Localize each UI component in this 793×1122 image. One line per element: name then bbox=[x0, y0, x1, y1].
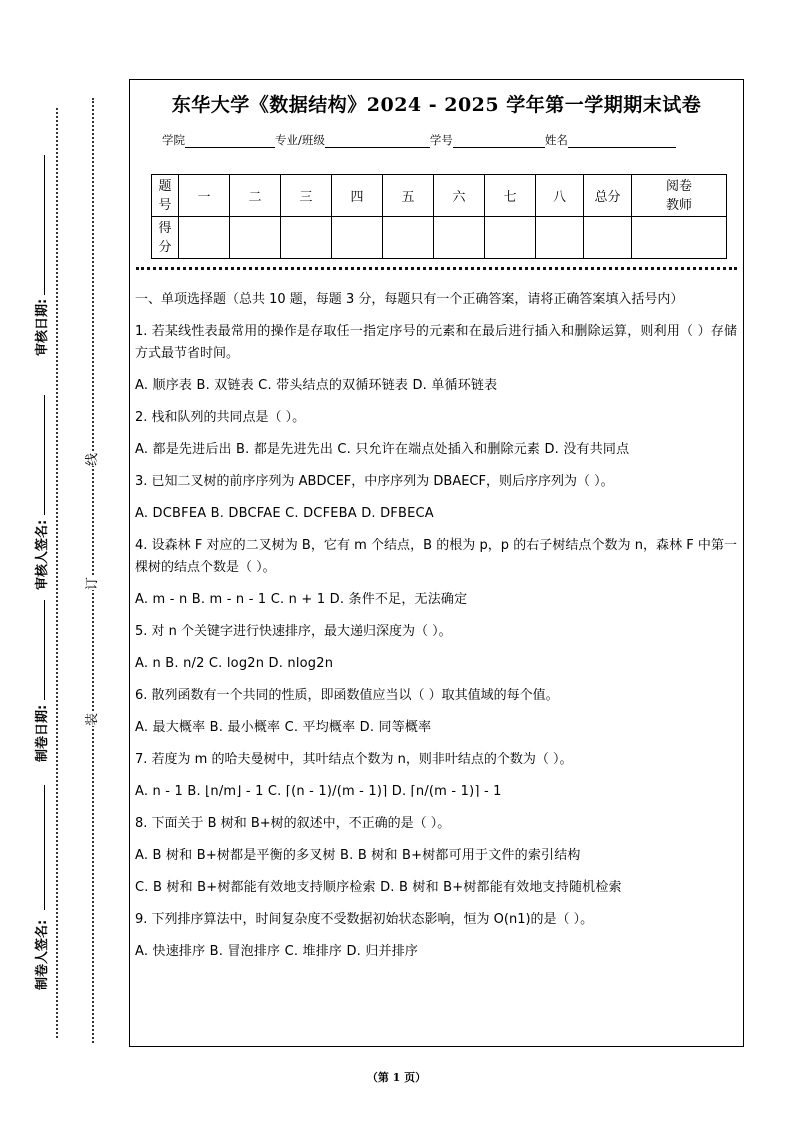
question-8-stem: 8. 下面关于 B 树和 B+树的叙述中，不正确的是（ ）。 bbox=[135, 816, 451, 831]
college-field[interactable] bbox=[185, 135, 275, 148]
question-8-options-cd: C. B 树和 B+树都能有效地支持顺序检索 D. B 树和 B+树都能有效地支持随机检索 bbox=[135, 880, 622, 895]
student-id-label: 学号 bbox=[429, 133, 453, 147]
col-5: 五 bbox=[383, 175, 434, 217]
score-cell-1[interactable] bbox=[179, 217, 230, 259]
make-date-label: 制卷日期: bbox=[35, 704, 50, 762]
question-1-stem: 1. 若某线性表最常用的操作是存取任一指定序号的元素和在最后进行插入和删除运算，则利用（ ）存储方式最节省时间。 bbox=[135, 324, 737, 361]
dotted-separator bbox=[136, 267, 737, 270]
college-label: 学院 bbox=[162, 133, 185, 147]
exam-title: 东华大学《数据结构》2024 - 2025 学年第一学期期末试卷 bbox=[171, 94, 702, 116]
row-label-score: 得 分 bbox=[152, 217, 179, 259]
outer-dotted-line bbox=[56, 108, 58, 1038]
score-cell-grader[interactable] bbox=[632, 217, 727, 259]
score-cell-7[interactable] bbox=[485, 217, 536, 259]
question-5-options: A. n B. n/2 C. log2n D. nlog2n bbox=[135, 656, 334, 671]
question-6-options: A. 最大概率 B. 最小概率 C. 平均概率 D. 同等概率 bbox=[135, 720, 432, 735]
page-number: （第 1 页） bbox=[366, 1071, 427, 1084]
question-3-options: A. DCBFEA B. DBCFAE C. DCFEBA D. DFBECA bbox=[135, 506, 434, 521]
col-3: 三 bbox=[281, 175, 332, 217]
question-4-options: A. m - n B. m - n - 1 C. n + 1 D. 条件不足，无法确定 bbox=[135, 592, 468, 607]
name-label: 姓名 bbox=[544, 133, 568, 147]
col-grader: 阅卷 教师 bbox=[632, 175, 727, 217]
score-table bbox=[151, 174, 727, 259]
cut-mark-order: 订 bbox=[79, 577, 102, 590]
score-table-score-row bbox=[152, 217, 727, 259]
question-9-stem: 9. 下列排序算法中，时间复杂度不受数据初始状态影响，恒为 O(n1)的是（ ）。 bbox=[135, 912, 594, 927]
reviewer-sign-line bbox=[44, 395, 45, 515]
score-cell-2[interactable] bbox=[230, 217, 281, 259]
cut-dotted-line bbox=[92, 98, 94, 1043]
review-date-line bbox=[44, 155, 45, 295]
major-label: 专业/班级 bbox=[275, 133, 325, 147]
score-cell-total[interactable] bbox=[584, 217, 632, 259]
reviewer-sign-label: 审核人签名: bbox=[35, 519, 50, 590]
score-cell-5[interactable] bbox=[383, 217, 434, 259]
name-field[interactable] bbox=[568, 135, 676, 148]
cut-mark-install: 装 bbox=[79, 713, 102, 726]
major-field[interactable] bbox=[325, 135, 430, 148]
col-8: 八 bbox=[536, 175, 584, 217]
maker-sign-line bbox=[44, 785, 45, 910]
question-2-options: A. 都是先进后出 B. 都是先进先出 C. 只允许在端点处插入和删除元素 D. 没有共同点 bbox=[135, 442, 630, 457]
review-date-label: 审核日期: bbox=[35, 298, 50, 356]
make-date-line bbox=[44, 600, 45, 700]
row-label-question: 题 号 bbox=[152, 175, 179, 217]
col-1: 一 bbox=[179, 175, 230, 217]
col-6: 六 bbox=[434, 175, 485, 217]
score-cell-6[interactable] bbox=[434, 217, 485, 259]
question-8-options-ab: A. B 树和 B+树都是平衡的多叉树 B. B 树和 B+树都可用于文件的索引结构 bbox=[135, 848, 581, 863]
question-2-stem: 2. 栈和队列的共同点是（ ）。 bbox=[135, 410, 306, 425]
question-1-options: A. 顺序表 B. 双链表 C. 带头结点的双循环链表 D. 单循环链表 bbox=[135, 378, 498, 393]
question-4-stem: 4. 设森林 F 对应的二叉树为 B，它有 m 个结点，B 的根为 p，p 的右子树结点个数为 n，森林 F 中第一棵树的结点个数是（ ）。 bbox=[135, 538, 737, 575]
question-7-options: A. n - 1 B. ⌊n/m⌋ - 1 C. ⌈(n - 1)/(m - 1)⌉ D. ⌈n/(m - 1)⌉ - 1 bbox=[135, 784, 502, 799]
section-1-heading: 一、单项选择题（总共 10 题，每题 3 分，每题只有一个正确答案，请将正确答案填入括号内） bbox=[135, 292, 684, 307]
col-7: 七 bbox=[485, 175, 536, 217]
score-cell-8[interactable] bbox=[536, 217, 584, 259]
score-cell-3[interactable] bbox=[281, 217, 332, 259]
student-id-field[interactable] bbox=[453, 135, 545, 148]
question-5-stem: 5. 对 n 个关键字进行快速排序，最大递归深度为（ ）。 bbox=[135, 624, 452, 639]
question-9-options: A. 快速排序 B. 冒泡排序 C. 堆排序 D. 归并排序 bbox=[135, 944, 419, 959]
exam-frame bbox=[129, 79, 744, 1047]
student-info-row bbox=[162, 132, 676, 148]
section-1 bbox=[135, 289, 737, 973]
score-cell-4[interactable] bbox=[332, 217, 383, 259]
col-total: 总分 bbox=[584, 175, 632, 217]
cut-mark-line: 线 bbox=[79, 453, 102, 466]
score-table-header-row bbox=[152, 175, 727, 217]
col-2: 二 bbox=[230, 175, 281, 217]
col-4: 四 bbox=[332, 175, 383, 217]
question-7-stem: 7. 若度为 m 的哈夫曼树中，其叶结点个数为 n，则非叶结点的个数为（ ）。 bbox=[135, 752, 573, 767]
question-6-stem: 6. 散列函数有一个共同的性质，即函数值应当以（ ）取其值域的每个值。 bbox=[135, 688, 559, 703]
question-3-stem: 3. 已知二叉树的前序序列为 ABDCEF，中序序列为 DBAECF，则后序序列为（ ）。 bbox=[135, 474, 614, 489]
maker-sign-label: 制卷人签名: bbox=[35, 919, 50, 990]
